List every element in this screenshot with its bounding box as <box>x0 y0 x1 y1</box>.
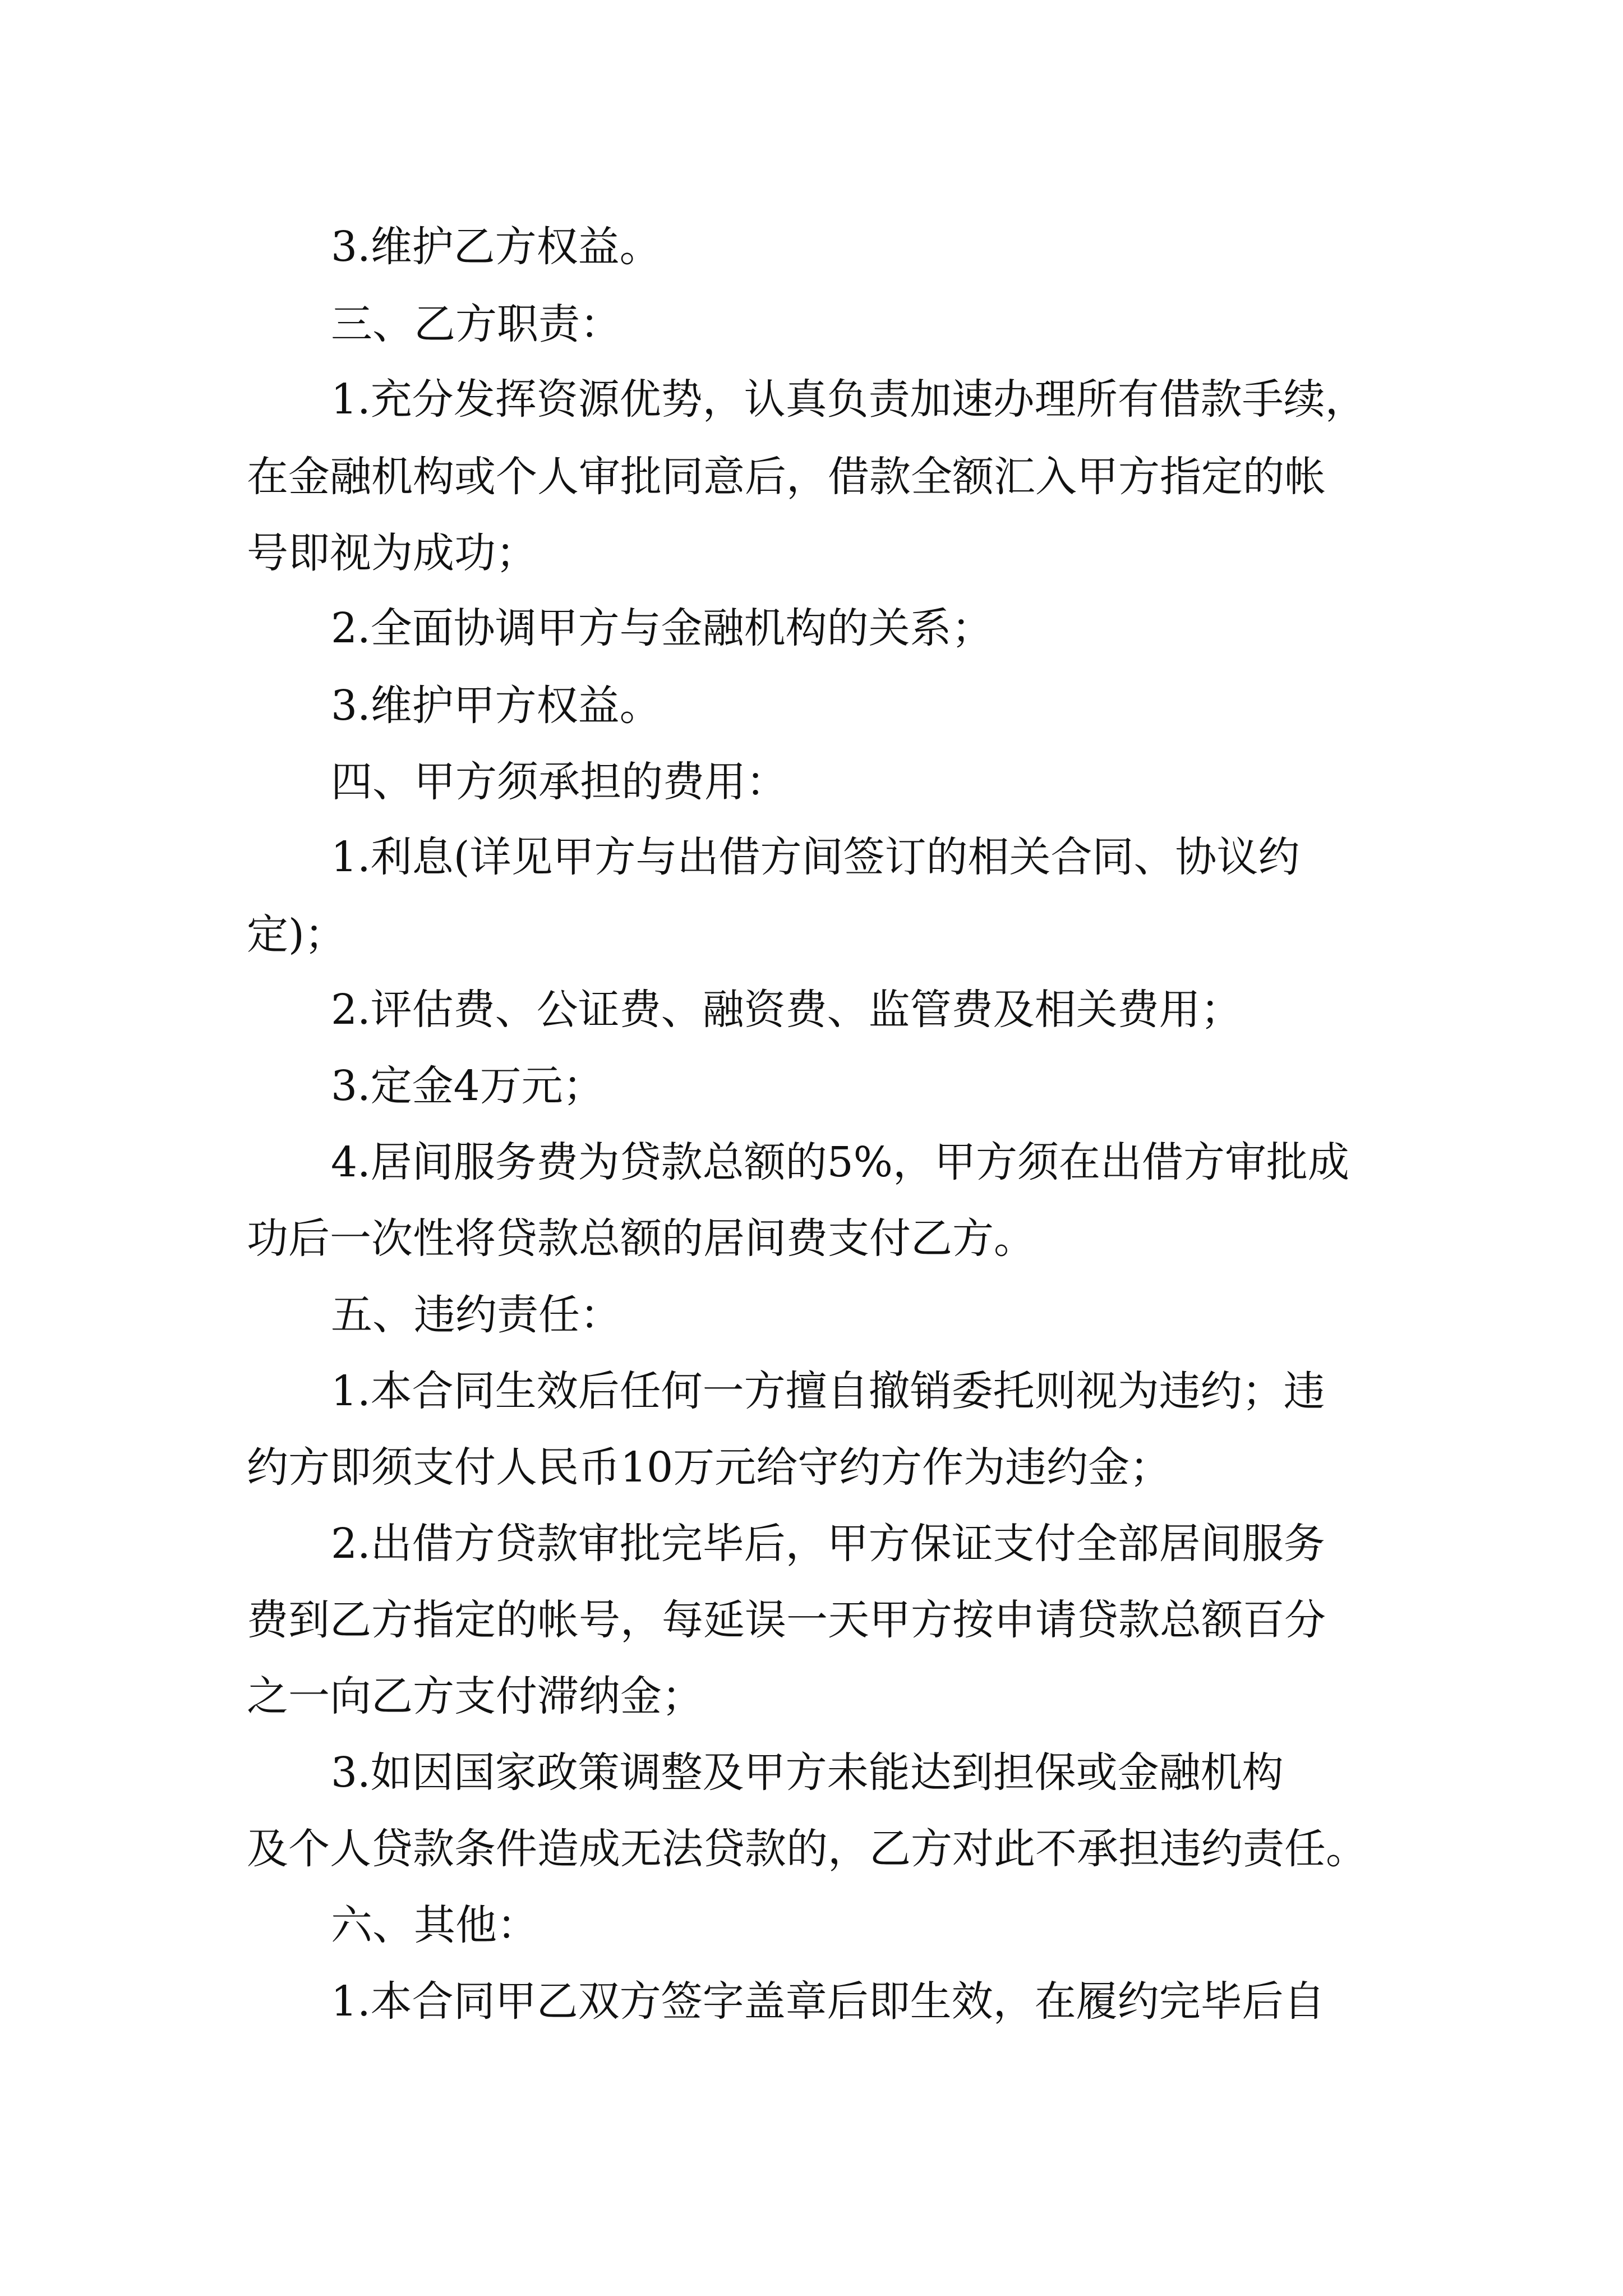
text-line: 3.维护乙方权益。 <box>331 223 661 271</box>
section-heading: 五、违约责任： <box>331 1291 621 1339</box>
text-line: 及个人贷款条件造成无法贷款的，乙方对此不承担违约责任。 <box>247 1825 1367 1873</box>
text-line: 约方即须支付人民币10万元给守约方作为违约金； <box>247 1443 1172 1492</box>
text-line: 功后一次性将贷款总额的居间费支付乙方。 <box>247 1214 1035 1263</box>
text-line: 3.如因国家政策调整及甲方未能达到担保或金融机构 <box>331 1749 1284 1797</box>
section-heading: 六、其他： <box>331 1901 538 1949</box>
text-line: 3.定金4万元； <box>331 1062 605 1110</box>
text-line: 4.居间服务费为贷款总额的5%，甲方须在出借方审批成 <box>331 1138 1349 1186</box>
section-heading: 三、乙方职责： <box>331 300 621 348</box>
text-line: 号即视为成功； <box>247 529 537 577</box>
text-line: 1.本合同生效后任何一方擅自撤销委托则视为违约；违 <box>331 1367 1325 1415</box>
text-line: 在金融机构或个人审批同意后，借款全额汇入甲方指定的帐 <box>247 453 1326 501</box>
section-heading: 四、甲方须承担的费用： <box>331 758 787 806</box>
text-line: 2.评估费、公证费、融资费、监管费及相关费用； <box>331 986 1242 1034</box>
text-line: 2.出借方贷款审批完毕后，甲方保证支付全部居间服务 <box>331 1520 1325 1568</box>
text-line: 1.充分发挥资源优势，认真负责加速办理所有借款手续， <box>331 375 1367 424</box>
text-line: 2.全面协调甲方与金融机构的关系； <box>331 604 993 652</box>
text-line: 之一向乙方支付滞纳金； <box>247 1672 703 1720</box>
text-line: 3.维护甲方权益。 <box>331 682 661 730</box>
text-line: 定)； <box>247 910 346 959</box>
text-line: 费到乙方指定的帐号，每延误一天甲方按申请贷款总额百分 <box>247 1596 1326 1644</box>
text-line: 1.本合同甲乙双方签字盖章后即生效，在履约完毕后自 <box>331 1977 1325 2026</box>
text-line: 1.利息(详见甲方与出借方间签订的相关合同、协议约 <box>331 833 1300 881</box>
